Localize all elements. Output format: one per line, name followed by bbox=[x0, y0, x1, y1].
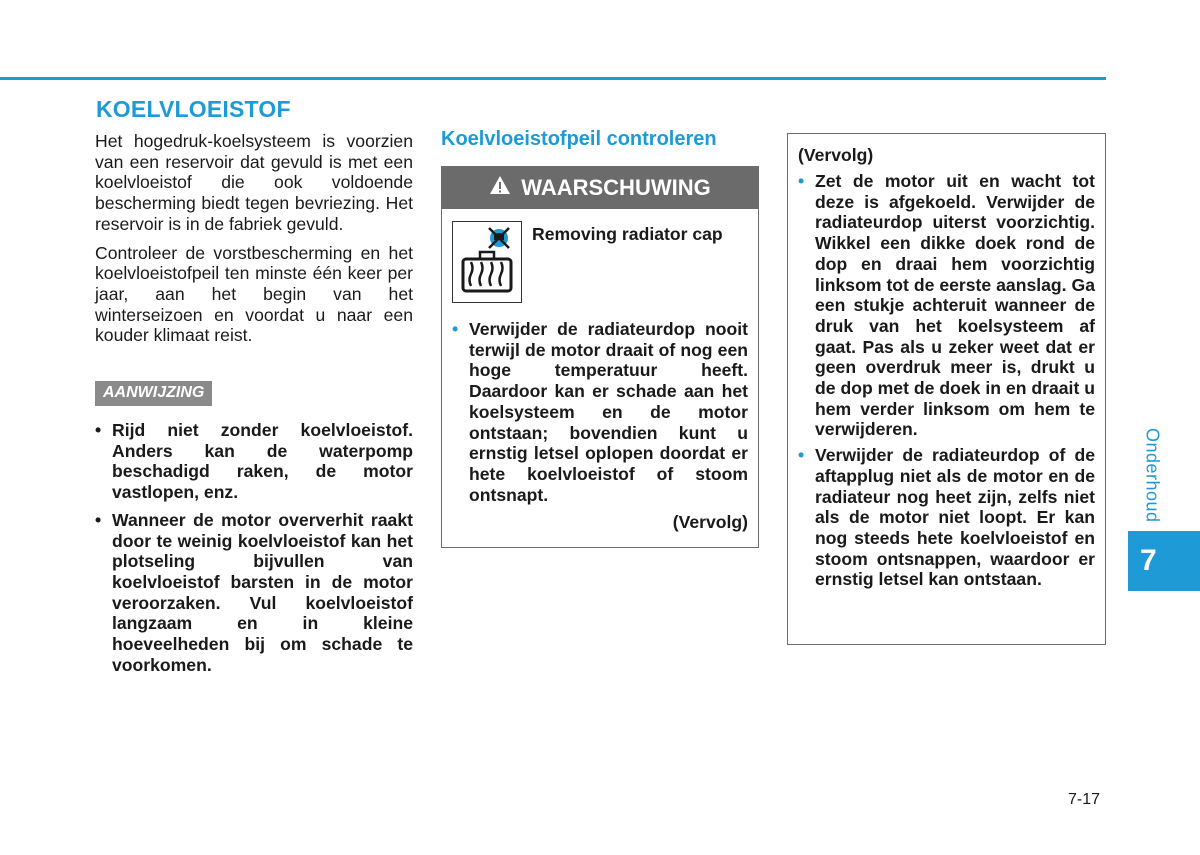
note-tag: AANWIJZING bbox=[95, 381, 212, 406]
warning-list bbox=[442, 319, 758, 505]
section-side-label bbox=[1132, 420, 1172, 530]
continuation-box bbox=[787, 133, 1106, 645]
intro-column bbox=[95, 131, 413, 682]
continued-label: (Vervolg) bbox=[672, 512, 748, 533]
subheading: Koelvloeistofpeil controleren bbox=[441, 128, 717, 150]
warning-item: • Verwijder de radiateurdop nooit terwijl de motor draait of nog een hoge temperatuur heeft. Daardoor kan er schade aan het koelsysteem en de motor ontstaan; bovendien kunt u ernstig letsel oplopen doordat er hete koelvloeistof of stoom ontsnapt. bbox=[452, 319, 748, 505]
header-rule bbox=[0, 77, 1106, 80]
check-column bbox=[441, 128, 759, 151]
note-item: • Rijd niet zonder koelvloeistof. Anders kan de waterpomp beschadigd raken, de motor vastlopen, enz. bbox=[95, 420, 413, 503]
section-name: Onderhoud bbox=[1142, 427, 1163, 523]
warning-box bbox=[441, 166, 759, 548]
note-item: • Wanneer de motor oververhit raakt door te weinig koelvloeistof kan het plotseling bijvullen van koelvloeistof barsten in de motor veroorzaken. Vul koelvloeistof langzaam en in kleine hoeveelheden bij om schade te voorkomen. bbox=[95, 510, 413, 676]
section-title: KOELVLOEISTOF bbox=[96, 96, 291, 122]
image-caption: Removing radiator cap bbox=[532, 224, 723, 244]
intro-paragraph-1: Het hogedruk-koelsysteem is voorzien van een reservoir dat gevuld is met een koelvloeistof die ook voldoende bescherming biedt tegen bevriezing. Het reservoir is in de fabriek gevuld. bbox=[95, 131, 413, 234]
chapter-tab: 7 bbox=[1128, 531, 1200, 591]
intro-paragraph-2: Controleer de vorstbescherming en het koelvloeistofpeil ten minste één keer per jaar, aan het begin van het winterseizoen en voordat u naar een kouder klimaat reist. bbox=[95, 242, 413, 346]
warning-header bbox=[442, 167, 758, 209]
radiator-cap-prohibited-icon bbox=[452, 221, 522, 303]
warning-triangle-icon bbox=[489, 175, 511, 201]
note-list bbox=[95, 420, 413, 675]
continuation-item: • Zet de motor uit en wacht tot deze is afgekoeld. Verwijder de radiateurdop uiterst voorzichtig. Wikkel een dikke doek rond de dop en draai hem voorzichtig linksom tot de eerste aanslag. Ga een stukje achteruit wanneer de druk van het koelsysteem af gaat. Pas als u zeker weet dat er geen overdruk meer is, drukt u de dop met de doek in en draait u hem verder linksom om hem te verwijderen. bbox=[798, 171, 1095, 440]
continuation-label: (Vervolg) bbox=[798, 145, 874, 165]
continuation-list bbox=[788, 171, 1105, 590]
page-number: 7-17 bbox=[1068, 791, 1101, 808]
warning-title: WAARSCHUWING bbox=[521, 175, 711, 200]
continuation-item: • Verwijder de radiateurdop of de aftapplug niet als de motor en de radiateur nog heet zijn, zelfs niet als de motor niet loopt. Er kan nog steeds hete koelvloeistof en stoom ontsnappen, waardoor er ernstig letsel kan ontstaan. bbox=[798, 445, 1095, 590]
warning-image-row bbox=[442, 209, 758, 303]
